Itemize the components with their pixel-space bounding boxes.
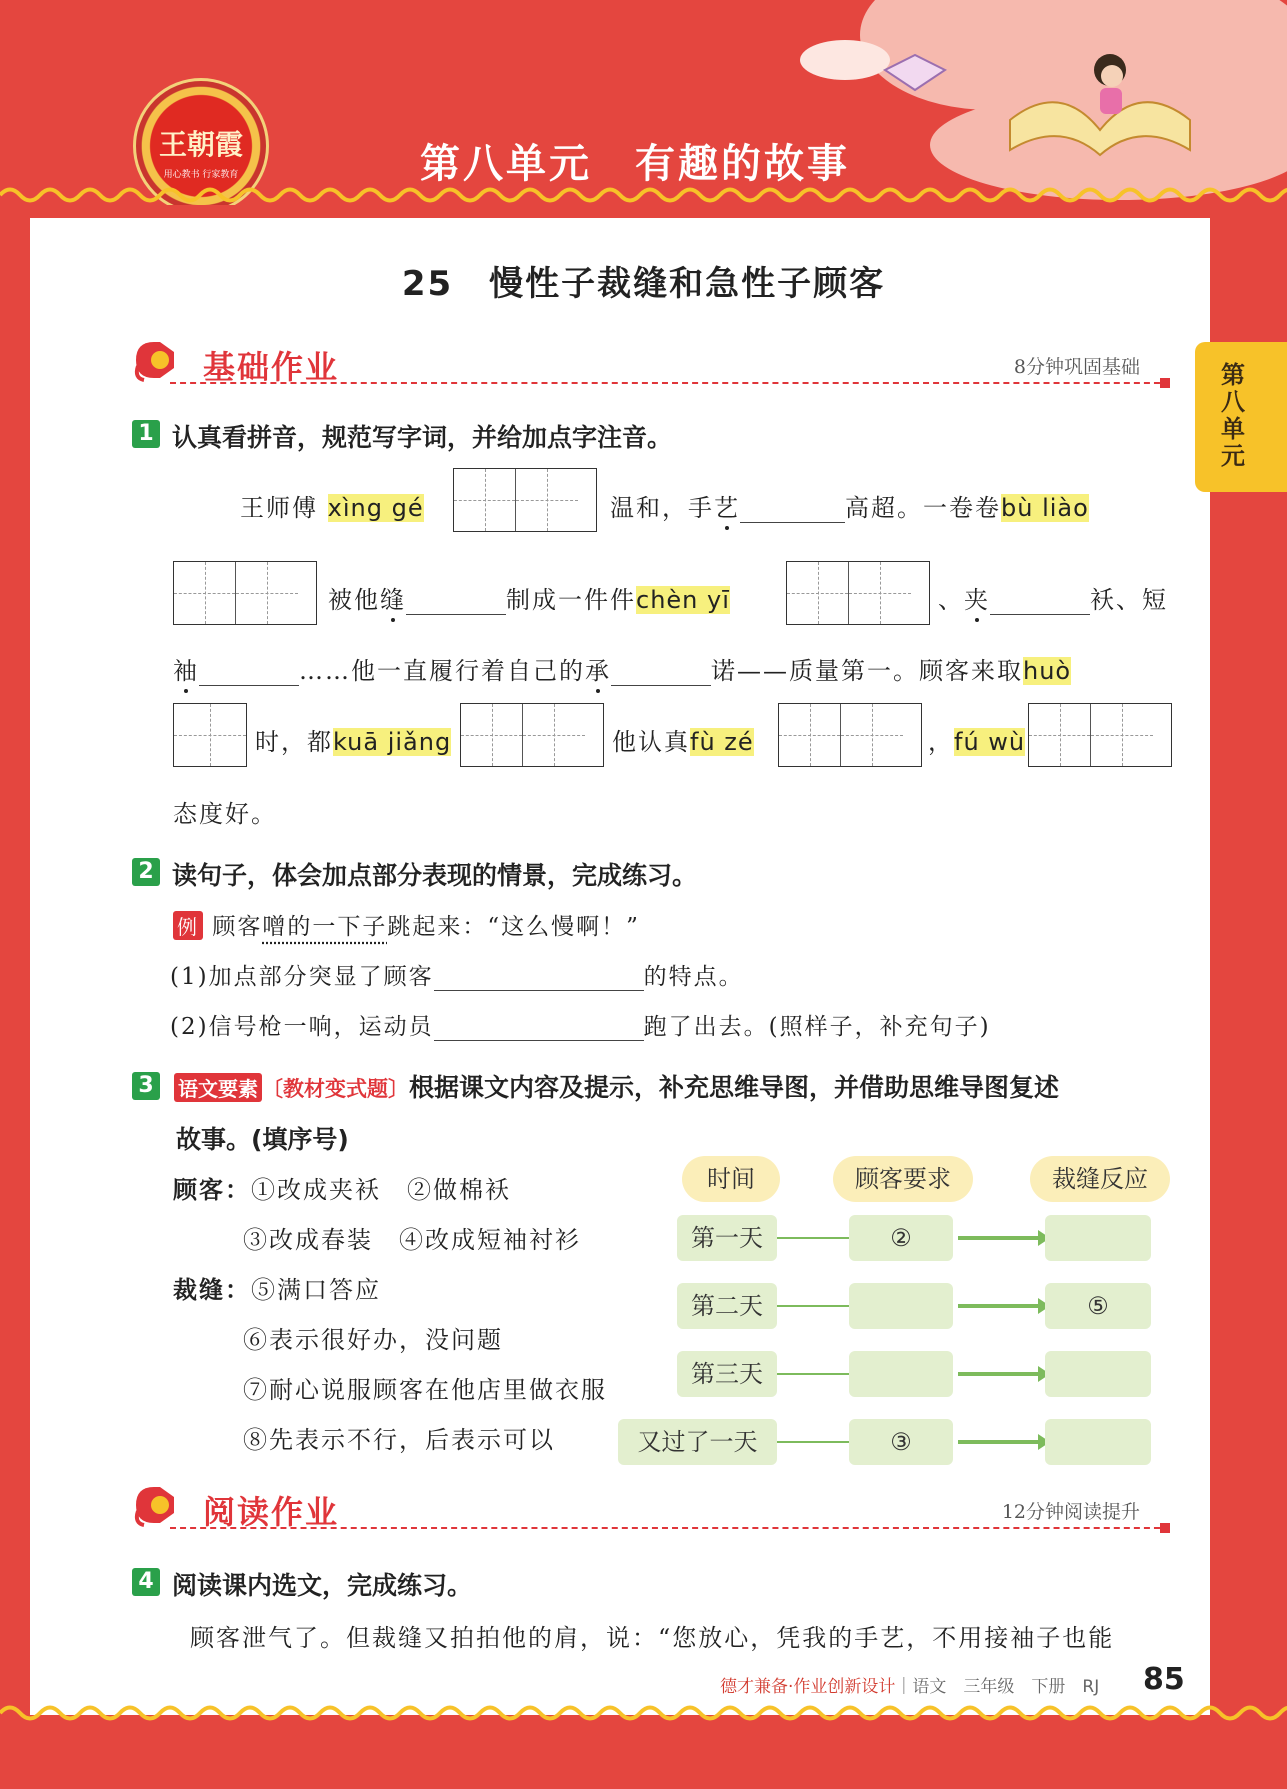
mindmap-connector [777, 1441, 849, 1443]
writing-grid[interactable] [453, 468, 597, 532]
question-number: 4 [132, 1568, 160, 1596]
logo-subtitle: 用心教书 行家教育 [163, 170, 239, 180]
dotted-char: 缝 [380, 586, 406, 614]
page-number: 85 [1143, 1662, 1185, 1697]
writing-grid[interactable] [786, 561, 930, 625]
text: 时，都 [255, 728, 333, 756]
language-element-badge: 语文要素 [174, 1073, 262, 1102]
footer-brand: 德才兼备·作业创新设计 [720, 1677, 896, 1697]
text: 温和，手 [610, 494, 714, 522]
text: 王师傅 [240, 494, 318, 522]
megaphone-icon [130, 338, 178, 382]
text: 、 [938, 586, 964, 614]
mindmap-request-box[interactable]: ② [849, 1215, 953, 1261]
mindmap-connector [777, 1373, 849, 1375]
text: 制成一件件 [506, 586, 636, 614]
q1-line-2a [328, 580, 730, 615]
answer-blank[interactable] [611, 663, 711, 686]
pinyin-prompt: fú wù [954, 728, 1026, 756]
flying-book-icon [880, 45, 950, 95]
question-number: 1 [132, 420, 160, 448]
text: (2)信号枪一响，运动员 [170, 1014, 434, 1040]
unit-title: 第八单元 有趣的故事 [420, 141, 850, 187]
q1-line-4a [255, 722, 451, 757]
answer-blank[interactable] [434, 1018, 644, 1041]
mindmap-time-box: 又过了一天 [618, 1419, 777, 1465]
cloud-decoration [800, 40, 890, 80]
lesson-title: 25 慢性子裁缝和急性子顾客 [401, 264, 886, 304]
text: (1)加点部分突显了顾客 [170, 964, 434, 990]
footer: 德才兼备·作业创新设计｜语文 三年级 下册 RJ [720, 1677, 1100, 1697]
writing-grid[interactable] [460, 703, 604, 767]
tailor-options [173, 1270, 381, 1305]
question-text: 认真看拼音，规范写字词，并给加点字注音。 [172, 423, 673, 452]
question-number: 3 [132, 1072, 160, 1100]
mindmap-time-box: 第一天 [677, 1215, 777, 1261]
example-badge: 例 [173, 911, 203, 940]
divider-endpoint [1160, 378, 1170, 388]
question-text-cont: 故事。(填序号) [176, 1125, 349, 1154]
mindmap-request-box[interactable] [849, 1283, 953, 1329]
mindmap-request-box[interactable] [849, 1351, 953, 1397]
mindmap-response-box[interactable] [1045, 1215, 1151, 1261]
reading-passage: 顾客泄气了。但裁缝又拍拍他的肩，说：“您放心，凭我的手艺，不用接袖子也能 [190, 1624, 1115, 1652]
text: 诺——质量第一。顾客来取 [711, 657, 1023, 685]
q1-line-4b [612, 722, 754, 757]
section-basic-header [130, 338, 1170, 388]
arrow-right-icon [958, 1304, 1038, 1308]
mindmap-connector [777, 1305, 849, 1307]
q2-sub-2 [170, 1008, 991, 1041]
text: ……他一直履行着自己的 [299, 657, 585, 685]
writing-grid[interactable] [1028, 703, 1172, 767]
text: 被他 [328, 586, 380, 614]
writing-grid[interactable] [173, 561, 317, 625]
mindmap-time-box: 第二天 [677, 1283, 777, 1329]
pinyin-prompt: xìng gé [327, 494, 424, 522]
dotted-char: 承 [585, 657, 611, 685]
wave-border [0, 184, 1287, 205]
unit-header [0, 0, 1287, 205]
arrow-right-icon [958, 1372, 1038, 1376]
pinyin-prompt: fù zé [690, 728, 754, 756]
q1-line-3 [173, 651, 1071, 686]
customer-options [173, 1170, 511, 1205]
text: ， [928, 728, 954, 756]
q1-line-5: 态度好。 [173, 800, 277, 828]
section-title: 阅读作业 [203, 1493, 340, 1531]
q1-line-1b [610, 488, 1089, 523]
text: 的特点。 [643, 964, 744, 990]
unit-side-tab [1195, 342, 1287, 492]
open-book-illustration [1000, 40, 1200, 160]
question-text: 根据课文内容及提示，补充思维导图，并借助思维导图复述 [409, 1073, 1060, 1102]
pinyin-prompt: kuā jiǎng [333, 728, 452, 756]
writing-grid[interactable] [778, 703, 922, 767]
option-label: 裁缝： [173, 1275, 251, 1304]
arrow-right-icon [958, 1440, 1038, 1444]
dotted-char: 艺 [714, 494, 740, 522]
divider-endpoint [1160, 1523, 1170, 1533]
q2-sub-1 [170, 958, 744, 991]
answer-blank[interactable] [990, 592, 1090, 615]
question-text: 阅读课内选文，完成练习。 [172, 1571, 473, 1600]
answer-blank[interactable] [740, 500, 845, 523]
mindmap-time-box: 第三天 [677, 1351, 777, 1397]
text: 他认真 [612, 728, 690, 756]
mindmap-header-response: 裁缝反应 [1030, 1156, 1170, 1202]
answer-blank[interactable] [406, 592, 506, 615]
option: ⑤满口答应 [251, 1276, 381, 1304]
arrow-right-icon [958, 1236, 1038, 1240]
answer-blank[interactable] [434, 968, 644, 991]
text: 袄、短 [1090, 586, 1168, 614]
option: ③改成春装 [243, 1226, 373, 1254]
dashed-divider [170, 382, 1170, 384]
pinyin-prompt: huò [1023, 657, 1072, 685]
side-tab-label: 第八单元 [1221, 361, 1245, 470]
option: ⑧先表示不行，后表示可以 [243, 1426, 555, 1454]
mindmap-connector [777, 1237, 849, 1239]
text: 高超。一卷卷 [845, 494, 1001, 522]
customer-options-2 [243, 1220, 581, 1255]
section-time-note: 12分钟阅读提升 [1001, 1501, 1140, 1523]
question-number: 2 [132, 858, 160, 886]
q1-line-2b [938, 580, 1168, 615]
megaphone-icon [130, 1483, 178, 1527]
question-text: 读句子，体会加点部分表现的情景，完成练习。 [172, 861, 698, 890]
pinyin-prompt: bù liào [1001, 494, 1089, 522]
option: ①改成夹袄 [251, 1176, 381, 1204]
answer-blank[interactable] [199, 663, 299, 686]
option: ④改成短袖衬衫 [399, 1226, 581, 1254]
text: 跑了出去。(照样子，补充句子) [643, 1014, 991, 1040]
option: ⑦耐心说服顾客在他店里做衣服 [243, 1376, 607, 1404]
section-reading-header [130, 1483, 1170, 1533]
section-title: 基础作业 [203, 348, 340, 386]
option: ②做棉袄 [407, 1176, 511, 1204]
section-time-note: 8分钟巩固基础 [1013, 356, 1140, 378]
writing-grid[interactable] [173, 703, 247, 767]
pinyin-prompt: chèn yī [636, 586, 730, 614]
text: 跳起来：“这么慢啊！” [387, 914, 640, 940]
dotted-char: 袖 [173, 657, 199, 685]
q3-text [174, 1068, 1059, 1104]
text: 顾客 [212, 914, 263, 940]
q1-line-4c [928, 722, 1025, 757]
q2-example [173, 908, 640, 941]
logo-name: 王朝霞 [158, 128, 243, 161]
variant-tag: 〔教材变式题〕 [262, 1077, 409, 1101]
q1-line-1a [240, 488, 424, 523]
mindmap-response-box[interactable] [1045, 1419, 1151, 1465]
mindmap-response-box[interactable] [1045, 1351, 1151, 1397]
dashed-divider [170, 1527, 1170, 1529]
wave-border [0, 1702, 1287, 1724]
mindmap-header-time: 时间 [682, 1156, 780, 1202]
option: ⑥表示很好办，没问题 [243, 1326, 503, 1354]
mindmap-header-request: 顾客要求 [833, 1156, 973, 1202]
option-label: 顾客： [173, 1175, 251, 1204]
footer-info: 语文 三年级 下册 RJ [912, 1677, 1100, 1697]
mindmap-response-box[interactable]: ⑤ [1045, 1283, 1151, 1329]
mindmap-request-box[interactable]: ③ [849, 1419, 953, 1465]
dotted-char: 夹 [964, 586, 990, 614]
dotted-phrase: 噌的一下子 [262, 914, 388, 940]
